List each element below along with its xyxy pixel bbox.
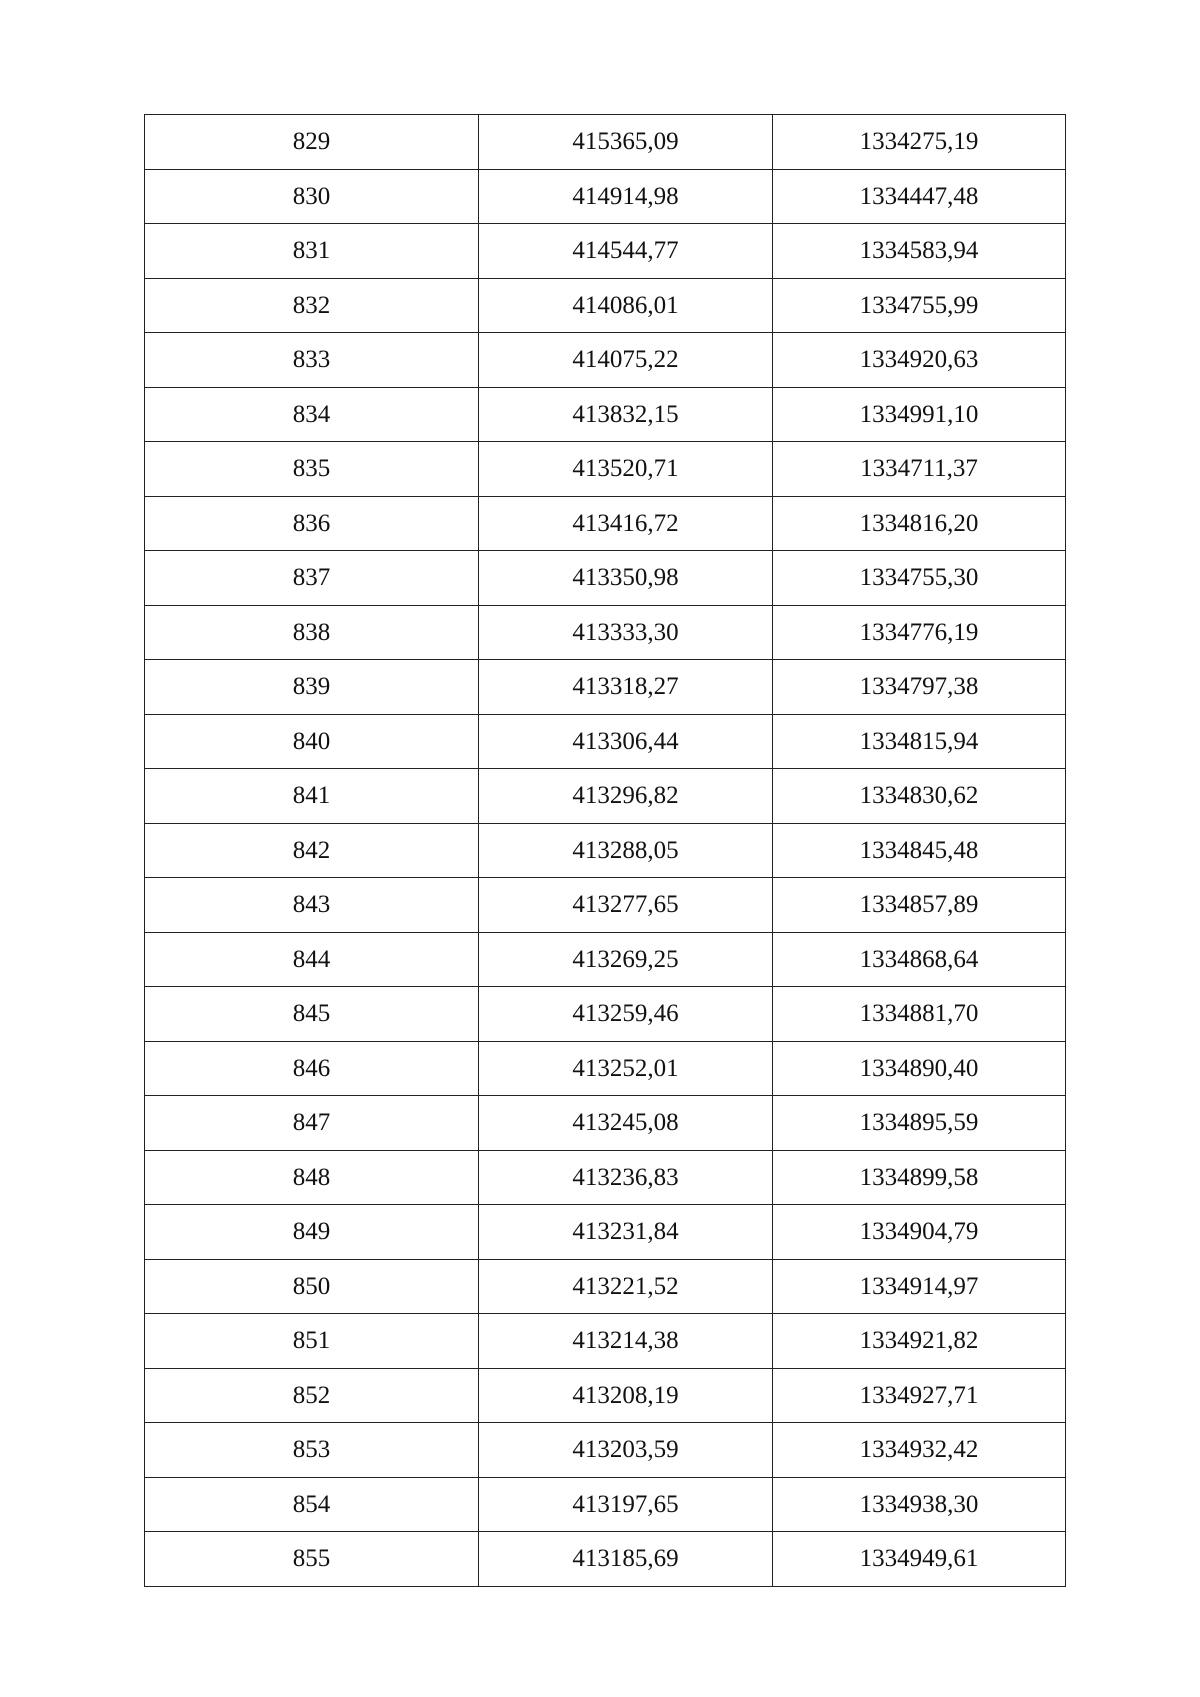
- point-number-cell: 855: [145, 1532, 479, 1587]
- point-number-cell: 835: [145, 442, 479, 497]
- point-number-cell: 842: [145, 823, 479, 878]
- x-coordinate-cell: 413318,27: [479, 660, 773, 715]
- x-coordinate-cell: 413416,72: [479, 496, 773, 551]
- point-number-cell: 852: [145, 1368, 479, 1423]
- table-row: [145, 1041, 1066, 1096]
- table-row: [145, 1423, 1066, 1478]
- x-coordinate-cell: 413832,15: [479, 387, 773, 442]
- table-row: [145, 551, 1066, 606]
- point-number-cell: 834: [145, 387, 479, 442]
- x-coordinate-cell: 413221,52: [479, 1259, 773, 1314]
- table-row: [145, 224, 1066, 279]
- x-coordinate-cell: 414914,98: [479, 169, 773, 224]
- y-coordinate-cell: 1334921,82: [773, 1314, 1066, 1369]
- x-coordinate-cell: 413236,83: [479, 1150, 773, 1205]
- table-row: [145, 660, 1066, 715]
- point-number-cell: 832: [145, 278, 479, 333]
- table-row: [145, 278, 1066, 333]
- table-row: [145, 333, 1066, 388]
- point-number-cell: 830: [145, 169, 479, 224]
- point-number-cell: 843: [145, 878, 479, 933]
- x-coordinate-cell: 413245,08: [479, 1096, 773, 1151]
- table-row: [145, 1150, 1066, 1205]
- table-row: [145, 1532, 1066, 1587]
- y-coordinate-cell: 1334895,59: [773, 1096, 1066, 1151]
- y-coordinate-cell: 1334949,61: [773, 1532, 1066, 1587]
- y-coordinate-cell: 1334776,19: [773, 605, 1066, 660]
- table-row: [145, 823, 1066, 878]
- y-coordinate-cell: 1334797,38: [773, 660, 1066, 715]
- coordinates-table: [144, 114, 1066, 1587]
- x-coordinate-cell: 413214,38: [479, 1314, 773, 1369]
- x-coordinate-cell: 413306,44: [479, 714, 773, 769]
- x-coordinate-cell: 413296,82: [479, 769, 773, 824]
- y-coordinate-cell: 1334899,58: [773, 1150, 1066, 1205]
- x-coordinate-cell: 413259,46: [479, 987, 773, 1042]
- table-row: [145, 769, 1066, 824]
- y-coordinate-cell: 1334881,70: [773, 987, 1066, 1042]
- x-coordinate-cell: 413197,65: [479, 1477, 773, 1532]
- y-coordinate-cell: 1334890,40: [773, 1041, 1066, 1096]
- point-number-cell: 831: [145, 224, 479, 279]
- point-number-cell: 853: [145, 1423, 479, 1478]
- table-row: [145, 387, 1066, 442]
- y-coordinate-cell: 1334447,48: [773, 169, 1066, 224]
- point-number-cell: 841: [145, 769, 479, 824]
- y-coordinate-cell: 1334755,99: [773, 278, 1066, 333]
- x-coordinate-cell: 414075,22: [479, 333, 773, 388]
- x-coordinate-cell: 413277,65: [479, 878, 773, 933]
- y-coordinate-cell: 1334275,19: [773, 115, 1066, 170]
- table-row: [145, 1314, 1066, 1369]
- x-coordinate-cell: 414544,77: [479, 224, 773, 279]
- x-coordinate-cell: 413203,59: [479, 1423, 773, 1478]
- table-row: [145, 1096, 1066, 1151]
- y-coordinate-cell: 1334932,42: [773, 1423, 1066, 1478]
- point-number-cell: 829: [145, 115, 479, 170]
- point-number-cell: 836: [145, 496, 479, 551]
- y-coordinate-cell: 1334914,97: [773, 1259, 1066, 1314]
- table-row: [145, 932, 1066, 987]
- table-row: [145, 605, 1066, 660]
- y-coordinate-cell: 1334857,89: [773, 878, 1066, 933]
- x-coordinate-cell: 413520,71: [479, 442, 773, 497]
- y-coordinate-cell: 1334904,79: [773, 1205, 1066, 1260]
- table-row: [145, 878, 1066, 933]
- y-coordinate-cell: 1334927,71: [773, 1368, 1066, 1423]
- y-coordinate-cell: 1334868,64: [773, 932, 1066, 987]
- x-coordinate-cell: 415365,09: [479, 115, 773, 170]
- y-coordinate-cell: 1334991,10: [773, 387, 1066, 442]
- x-coordinate-cell: 413269,25: [479, 932, 773, 987]
- point-number-cell: 840: [145, 714, 479, 769]
- coordinates-table-body: [145, 115, 1066, 1587]
- x-coordinate-cell: 414086,01: [479, 278, 773, 333]
- x-coordinate-cell: 413333,30: [479, 605, 773, 660]
- point-number-cell: 839: [145, 660, 479, 715]
- x-coordinate-cell: 413288,05: [479, 823, 773, 878]
- point-number-cell: 845: [145, 987, 479, 1042]
- y-coordinate-cell: 1334583,94: [773, 224, 1066, 279]
- y-coordinate-cell: 1334830,62: [773, 769, 1066, 824]
- x-coordinate-cell: 413252,01: [479, 1041, 773, 1096]
- point-number-cell: 847: [145, 1096, 479, 1151]
- point-number-cell: 838: [145, 605, 479, 660]
- point-number-cell: 848: [145, 1150, 479, 1205]
- table-row: [145, 496, 1066, 551]
- y-coordinate-cell: 1334816,20: [773, 496, 1066, 551]
- point-number-cell: 837: [145, 551, 479, 606]
- table-row: [145, 442, 1066, 497]
- point-number-cell: 844: [145, 932, 479, 987]
- y-coordinate-cell: 1334920,63: [773, 333, 1066, 388]
- y-coordinate-cell: 1334938,30: [773, 1477, 1066, 1532]
- y-coordinate-cell: 1334815,94: [773, 714, 1066, 769]
- x-coordinate-cell: 413185,69: [479, 1532, 773, 1587]
- table-row: [145, 115, 1066, 170]
- y-coordinate-cell: 1334845,48: [773, 823, 1066, 878]
- table-row: [145, 169, 1066, 224]
- point-number-cell: 851: [145, 1314, 479, 1369]
- y-coordinate-cell: 1334711,37: [773, 442, 1066, 497]
- table-row: [145, 1477, 1066, 1532]
- x-coordinate-cell: 413208,19: [479, 1368, 773, 1423]
- table-row: [145, 1205, 1066, 1260]
- point-number-cell: 833: [145, 333, 479, 388]
- point-number-cell: 846: [145, 1041, 479, 1096]
- point-number-cell: 850: [145, 1259, 479, 1314]
- table-row: [145, 1259, 1066, 1314]
- table-row: [145, 987, 1066, 1042]
- table-row: [145, 1368, 1066, 1423]
- table-row: [145, 714, 1066, 769]
- x-coordinate-cell: 413350,98: [479, 551, 773, 606]
- point-number-cell: 849: [145, 1205, 479, 1260]
- point-number-cell: 854: [145, 1477, 479, 1532]
- y-coordinate-cell: 1334755,30: [773, 551, 1066, 606]
- x-coordinate-cell: 413231,84: [479, 1205, 773, 1260]
